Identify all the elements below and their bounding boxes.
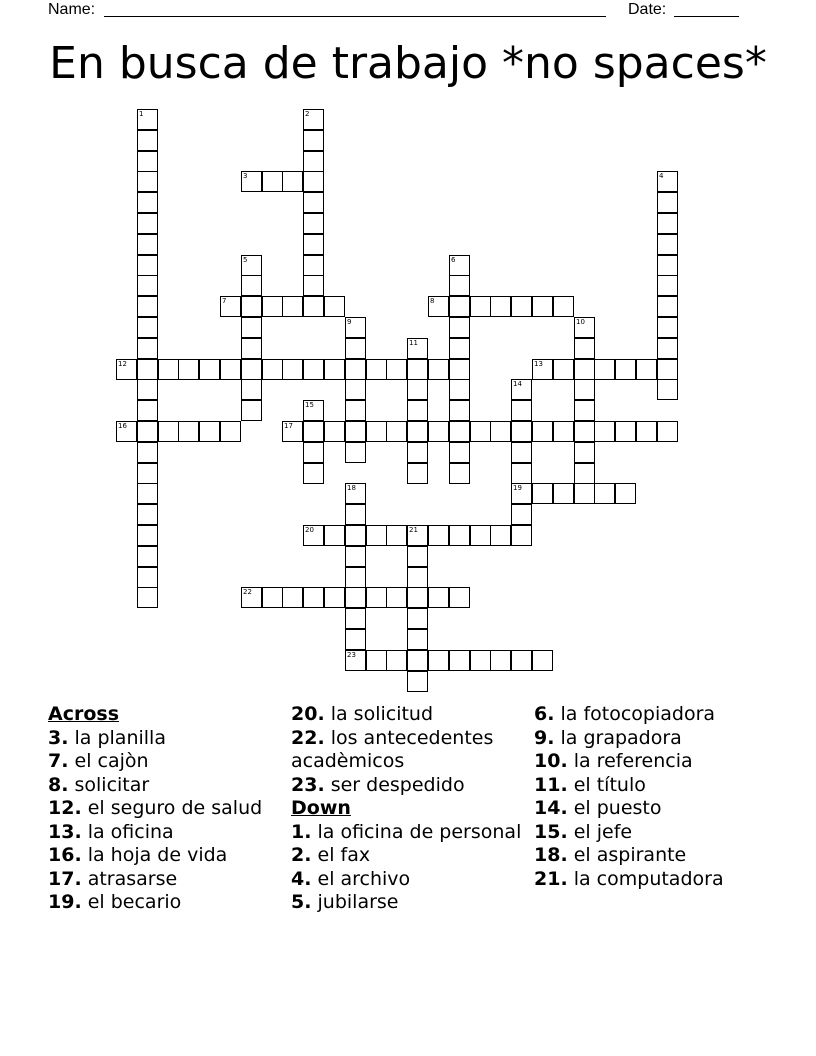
across-heading: Across (48, 703, 120, 725)
clue-item-number: 10. (534, 750, 568, 772)
grid-cell[interactable] (490, 421, 511, 442)
grid-cell[interactable] (303, 442, 324, 463)
clue-item-number: 22. (291, 726, 325, 749)
clue-item (534, 727, 766, 751)
name-label: Name: (48, 1, 96, 18)
clue-item-number: 20. (291, 703, 325, 725)
grid-cell[interactable] (490, 650, 511, 671)
clue-number: 12 (118, 360, 127, 368)
clue-item (48, 868, 280, 892)
grid-cell[interactable] (137, 504, 158, 525)
clue-item-number: 3. (48, 726, 69, 749)
grid-cell[interactable] (137, 338, 158, 359)
clue-item-text: la grapadora (560, 726, 682, 749)
clue-item-text: el archivo (317, 867, 411, 890)
grid-cell[interactable] (449, 400, 470, 421)
grid-cell[interactable] (241, 359, 262, 380)
grid-cell[interactable] (449, 650, 470, 671)
grid-cell[interactable] (386, 525, 407, 546)
grid-cell[interactable] (366, 587, 387, 608)
grid-cell[interactable] (137, 421, 158, 442)
clue-item-number: 23. (291, 773, 325, 796)
clue-item (534, 868, 766, 892)
grid-cell[interactable] (449, 421, 470, 442)
clue-item (534, 774, 766, 798)
grid-cell[interactable] (199, 421, 220, 442)
grid-cell[interactable] (241, 296, 262, 317)
grid-cell[interactable] (303, 192, 324, 213)
grid-cell[interactable] (158, 359, 179, 380)
grid-cell[interactable] (137, 296, 158, 317)
clue-number: 13 (534, 360, 543, 368)
grid-cell[interactable] (137, 442, 158, 463)
grid-cell[interactable] (241, 275, 262, 296)
clue-item-text: solicitar (74, 773, 150, 796)
grid-cell[interactable] (407, 463, 428, 484)
grid-cell[interactable] (407, 587, 428, 608)
clue-number: 23 (347, 651, 356, 659)
down-heading: Down (291, 797, 351, 819)
grid-cell[interactable] (386, 650, 407, 671)
grid-cell[interactable] (407, 379, 428, 400)
grid-cell[interactable] (345, 525, 366, 546)
grid-cell[interactable] (657, 255, 678, 276)
grid-cell[interactable] (449, 379, 470, 400)
grid-cell[interactable] (657, 234, 678, 255)
grid-cell[interactable] (137, 546, 158, 567)
grid-cell[interactable] (282, 359, 303, 380)
grid-cell[interactable] (345, 359, 366, 380)
clue-item-number: 4. (291, 867, 312, 890)
grid-cell[interactable] (574, 483, 595, 504)
clue-item (291, 727, 523, 774)
grid-cell[interactable] (137, 463, 158, 484)
grid-cell[interactable] (657, 379, 678, 400)
clue-item-text: la oficina de personal (317, 820, 522, 843)
grid-cell[interactable] (615, 483, 636, 504)
clue-item (48, 750, 280, 774)
clue-item-text: la computadora (573, 867, 724, 890)
clue-item-text: atrasarse (87, 867, 178, 890)
grid-cell[interactable] (574, 442, 595, 463)
clue-item (291, 703, 523, 727)
grid-cell[interactable] (303, 171, 324, 192)
grid-cell[interactable] (532, 421, 553, 442)
grid-cell[interactable] (303, 130, 324, 151)
grid-cell[interactable] (303, 151, 324, 172)
grid-cell[interactable] (657, 275, 678, 296)
clue-item (48, 891, 280, 915)
grid-cell[interactable] (303, 234, 324, 255)
grid-cell[interactable] (137, 130, 158, 151)
clue-item-text: el cajòn (74, 750, 149, 772)
clue-item-text: el puesto (573, 797, 662, 819)
grid-cell[interactable] (594, 421, 615, 442)
clue-item (534, 844, 766, 868)
clue-item-number: 18. (534, 844, 568, 866)
grid-cell[interactable] (615, 421, 636, 442)
grid-cell[interactable] (407, 671, 428, 692)
clue-item (534, 821, 766, 845)
grid-cell[interactable] (449, 296, 470, 317)
grid-cell[interactable] (262, 296, 283, 317)
clue-item (291, 774, 523, 798)
clue-item (534, 750, 766, 774)
clue-item-number: 16. (48, 844, 82, 866)
clue-number: 2 (305, 110, 310, 118)
clue-number: 14 (513, 380, 522, 388)
clue-number: 1 (139, 110, 144, 118)
grid-cell[interactable] (386, 421, 407, 442)
grid-cell[interactable] (490, 296, 511, 317)
grid-cell[interactable] (553, 483, 574, 504)
clue-item-number: 1. (291, 820, 312, 843)
clue-item-text: la solicitud (330, 703, 434, 725)
clue-item-number: 2. (291, 844, 312, 866)
clue-item-text: la hoja de vida (87, 844, 228, 866)
grid-cell[interactable] (636, 421, 657, 442)
grid-cell[interactable] (178, 359, 199, 380)
grid-cell[interactable] (282, 171, 303, 192)
grid-cell[interactable] (657, 421, 678, 442)
clue-column-2 (291, 703, 523, 915)
grid-cell[interactable] (449, 587, 470, 608)
clue-number: 6 (451, 256, 456, 264)
grid-cell[interactable] (366, 421, 387, 442)
grid-cell[interactable] (366, 359, 387, 380)
clue-number: 3 (243, 172, 248, 180)
clue-item (291, 844, 523, 868)
grid-cell[interactable] (345, 587, 366, 608)
grid-cell[interactable] (282, 587, 303, 608)
clue-item-text: la oficina (87, 820, 174, 843)
grid-cell[interactable] (324, 359, 345, 380)
clue-item-text: la fotocopiadora (560, 703, 716, 725)
page-title: En busca de trabajo *no spaces* (49, 38, 767, 89)
grid-cell[interactable] (657, 359, 678, 380)
grid-cell[interactable] (345, 400, 366, 421)
grid-cell[interactable] (303, 213, 324, 234)
grid-cell[interactable] (324, 587, 345, 608)
grid-cell[interactable] (137, 483, 158, 504)
clue-item (291, 821, 523, 845)
clue-item-text: el aspirante (573, 844, 687, 866)
grid-cell[interactable] (137, 192, 158, 213)
grid-cell[interactable] (532, 296, 553, 317)
grid-cell[interactable] (407, 421, 428, 442)
grid-cell[interactable] (449, 317, 470, 338)
grid-cell[interactable] (386, 587, 407, 608)
grid-cell[interactable] (303, 421, 324, 442)
grid-cell[interactable] (594, 359, 615, 380)
grid-cell[interactable] (366, 525, 387, 546)
clue-item (534, 703, 766, 727)
grid-cell[interactable] (303, 463, 324, 484)
grid-cell[interactable] (241, 379, 262, 400)
grid-cell[interactable] (574, 379, 595, 400)
clue-item-text: la referencia (573, 750, 693, 772)
clue-number: 16 (118, 422, 127, 430)
grid-cell[interactable] (574, 463, 595, 484)
grid-cell[interactable] (511, 504, 532, 525)
grid-cell[interactable] (241, 338, 262, 359)
grid-cell[interactable] (303, 296, 324, 317)
grid-cell[interactable] (490, 525, 511, 546)
grid-cell[interactable] (178, 421, 199, 442)
grid-cell[interactable] (324, 421, 345, 442)
grid-cell[interactable] (511, 463, 532, 484)
grid-cell[interactable] (470, 421, 491, 442)
clue-item (291, 891, 523, 915)
grid-cell[interactable] (511, 400, 532, 421)
grid-cell[interactable] (574, 338, 595, 359)
clue-item-number: 19. (48, 891, 82, 913)
grid-cell[interactable] (137, 171, 158, 192)
grid-cell[interactable] (553, 421, 574, 442)
grid-cell[interactable] (449, 463, 470, 484)
grid-cell[interactable] (345, 546, 366, 567)
clue-number: 19 (513, 484, 522, 492)
clue-item-number: 9. (534, 726, 555, 749)
grid-cell[interactable] (137, 567, 158, 588)
clue-item-number: 7. (48, 750, 69, 772)
clue-item-text: el becario (87, 891, 182, 913)
grid-cell[interactable] (345, 504, 366, 525)
grid-cell[interactable] (470, 525, 491, 546)
grid-cell[interactable] (657, 192, 678, 213)
clue-number: 4 (659, 172, 664, 180)
grid-cell[interactable] (137, 234, 158, 255)
grid-cell[interactable] (345, 567, 366, 588)
clue-number: 18 (347, 484, 356, 492)
clue-item (48, 727, 280, 751)
grid-cell[interactable] (407, 629, 428, 650)
grid-cell[interactable] (137, 359, 158, 380)
clue-number: 8 (430, 297, 435, 305)
grid-cell[interactable] (511, 442, 532, 463)
clue-item-text: el jefe (573, 820, 633, 843)
clue-number: 17 (284, 422, 293, 430)
grid-cell[interactable] (407, 442, 428, 463)
clue-number: 21 (409, 526, 418, 534)
clue-number: 9 (347, 318, 352, 326)
clue-item-text: el título (573, 773, 646, 796)
clue-number: 22 (243, 588, 252, 596)
grid-cell[interactable] (449, 275, 470, 296)
clue-item-number: 15. (534, 820, 568, 843)
clue-item (48, 821, 280, 845)
grid-cell[interactable] (137, 213, 158, 234)
clue-number: 7 (222, 297, 227, 305)
grid-cell[interactable] (137, 151, 158, 172)
grid-cell[interactable] (324, 525, 345, 546)
grid-cell[interactable] (532, 483, 553, 504)
grid-cell[interactable] (137, 379, 158, 400)
grid-cell[interactable] (657, 296, 678, 317)
clue-number: 5 (243, 256, 248, 264)
grid-cell[interactable] (407, 400, 428, 421)
grid-cell[interactable] (137, 255, 158, 276)
grid-cell[interactable] (324, 296, 345, 317)
grid-cell[interactable] (407, 546, 428, 567)
grid-cell[interactable] (345, 421, 366, 442)
clue-item-text: los antecedentes acadèmicos (291, 726, 494, 772)
clue-item (48, 844, 280, 868)
grid-cell[interactable] (220, 359, 241, 380)
clue-number: 15 (305, 401, 314, 409)
grid-cell[interactable] (303, 587, 324, 608)
clue-column-1 (48, 703, 280, 915)
grid-cell[interactable] (449, 338, 470, 359)
clue-item (48, 774, 280, 798)
grid-cell[interactable] (137, 525, 158, 546)
clue-item-number: 14. (534, 797, 568, 819)
grid-cell[interactable] (262, 359, 283, 380)
grid-cell[interactable] (366, 650, 387, 671)
clue-item-text: la planilla (74, 726, 166, 749)
grid-cell[interactable] (470, 650, 491, 671)
grid-cell[interactable] (345, 379, 366, 400)
grid-cell[interactable] (137, 275, 158, 296)
grid-cell[interactable] (282, 296, 303, 317)
clue-item (48, 797, 280, 821)
grid-cell[interactable] (428, 587, 449, 608)
grid-cell[interactable] (511, 650, 532, 671)
date-label: Date: (628, 1, 667, 18)
grid-cell[interactable] (594, 483, 615, 504)
grid-cell[interactable] (574, 400, 595, 421)
clue-item-text: jubilarse (317, 891, 399, 913)
grid-cell[interactable] (636, 359, 657, 380)
grid-cell[interactable] (303, 359, 324, 380)
clue-item (534, 797, 766, 821)
grid-cell[interactable] (241, 317, 262, 338)
grid-cell[interactable] (158, 421, 179, 442)
grid-cell[interactable] (615, 359, 636, 380)
grid-cell[interactable] (428, 421, 449, 442)
clue-item-text: ser despedido (330, 773, 465, 796)
grid-cell[interactable] (428, 359, 449, 380)
clue-number: 11 (409, 339, 418, 347)
grid-cell[interactable] (262, 171, 283, 192)
grid-cell[interactable] (345, 608, 366, 629)
grid-cell[interactable] (407, 608, 428, 629)
clue-item-text: el fax (317, 844, 371, 866)
grid-cell[interactable] (657, 338, 678, 359)
grid-cell[interactable] (553, 359, 574, 380)
grid-cell[interactable] (532, 650, 553, 671)
grid-cell[interactable] (303, 255, 324, 276)
grid-cell[interactable] (407, 567, 428, 588)
grid-cell[interactable] (511, 421, 532, 442)
clue-item-number: 6. (534, 703, 555, 725)
grid-cell[interactable] (345, 338, 366, 359)
grid-cell[interactable] (303, 275, 324, 296)
grid-cell[interactable] (386, 359, 407, 380)
grid-cell[interactable] (574, 421, 595, 442)
grid-cell[interactable] (470, 296, 491, 317)
grid-cell[interactable] (449, 359, 470, 380)
grid-cell[interactable] (428, 525, 449, 546)
grid-cell[interactable] (657, 317, 678, 338)
clue-number: 20 (305, 526, 314, 534)
grid-cell[interactable] (345, 442, 366, 463)
clue-item-number: 13. (48, 820, 82, 843)
clue-column-3 (534, 703, 766, 891)
clue-item-number: 12. (48, 797, 82, 819)
clue-item-number: 8. (48, 773, 69, 796)
grid-cell[interactable] (428, 650, 449, 671)
grid-cell[interactable] (137, 317, 158, 338)
grid-cell[interactable] (407, 650, 428, 671)
grid-cell[interactable] (449, 525, 470, 546)
grid-cell[interactable] (137, 587, 158, 608)
clue-item-number: 5. (291, 891, 312, 913)
grid-cell[interactable] (449, 442, 470, 463)
grid-cell[interactable] (511, 296, 532, 317)
grid-cell[interactable] (137, 400, 158, 421)
grid-cell[interactable] (241, 400, 262, 421)
grid-cell[interactable] (511, 525, 532, 546)
clue-item-number: 17. (48, 867, 82, 890)
grid-cell[interactable] (574, 359, 595, 380)
grid-cell[interactable] (407, 359, 428, 380)
clue-item-number: 21. (534, 867, 568, 890)
grid-cell[interactable] (220, 421, 241, 442)
grid-cell[interactable] (199, 359, 220, 380)
grid-cell[interactable] (345, 629, 366, 650)
clue-number: 10 (576, 318, 585, 326)
grid-cell[interactable] (553, 296, 574, 317)
grid-cell[interactable] (262, 587, 283, 608)
grid-cell[interactable] (657, 213, 678, 234)
clue-item-text: el seguro de salud (87, 797, 263, 819)
clue-item-number: 11. (534, 773, 568, 796)
clue-item (291, 868, 523, 892)
